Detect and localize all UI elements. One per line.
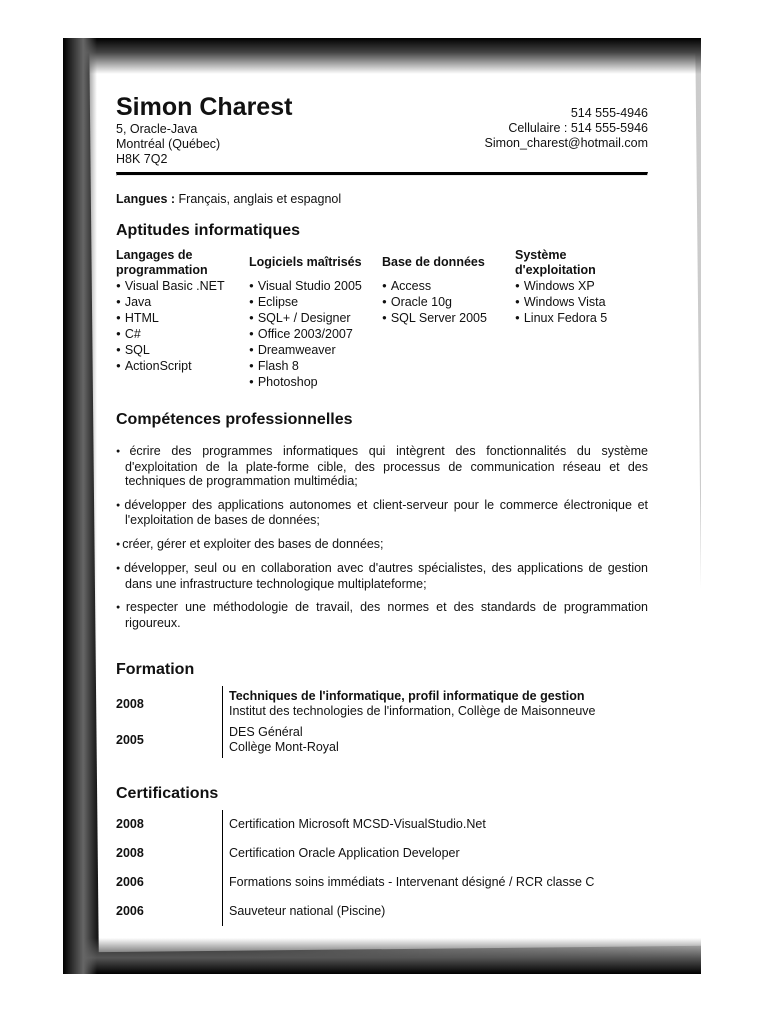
list-item: ● Visual Studio 2005 — [249, 278, 382, 294]
list-item: ● SQL+ / Designer — [249, 310, 382, 326]
degree: Techniques de l'informatique, profil informatique de gestion — [229, 689, 585, 703]
languages — [116, 192, 648, 207]
certification: Formations soins immédiats - Intervenant désigné / RCR classe C — [222, 868, 594, 897]
address-line: H8K 7Q2 — [116, 152, 168, 166]
resume — [116, 92, 648, 926]
year: 2006 — [116, 904, 144, 918]
year: 2008 — [116, 817, 144, 831]
list-item: ● Photoshop — [249, 374, 382, 390]
table-row — [116, 839, 648, 868]
competences-section — [116, 410, 648, 630]
languages-label: Langues : — [116, 192, 176, 206]
list-item: ● HTML — [116, 310, 249, 326]
degree: DES Général — [229, 725, 303, 739]
column-heading: Base de données — [382, 255, 485, 269]
skills-column — [382, 247, 515, 390]
competences-list — [116, 444, 648, 630]
institution: Institut des technologies de l'information, Collège de Maisonneuve — [229, 704, 596, 718]
shadow-top — [63, 38, 701, 74]
table-row — [116, 686, 648, 722]
certifications-table — [116, 810, 648, 926]
aptitudes-section — [116, 221, 648, 390]
cell-phone: Cellulaire : 514 555-5946 — [508, 121, 648, 135]
certifications-section — [116, 784, 648, 926]
email: Simon_charest@hotmail.com — [484, 136, 648, 150]
table-row — [116, 897, 648, 926]
list-item: ● C# — [116, 326, 249, 342]
column-heading: Logiciels maîtrisés — [249, 255, 362, 269]
list-item: ● SQL Server 2005 — [382, 310, 515, 326]
formation-section — [116, 660, 648, 758]
section-title: Compétences professionnelles — [116, 411, 353, 428]
list-item: ● Windows XP — [515, 278, 648, 294]
formation-detail — [222, 722, 339, 758]
section-title: Formation — [116, 661, 195, 678]
contact-block — [485, 106, 648, 151]
list-item: ● écrire des programmes informatiques qui intègrent des fonctionnalités du système d'exploitation de la plate-forme cible, des processus de communication réseau et des techniques de programmation multimédia; — [116, 444, 648, 489]
shadow-left — [63, 38, 97, 974]
list-item: ● Access — [382, 278, 515, 294]
institution: Collège Mont-Royal — [229, 740, 339, 754]
table-row — [116, 868, 648, 897]
languages-value: Français, anglais et espagnol — [178, 192, 342, 206]
list-item: ● Linux Fedora 5 — [515, 310, 648, 326]
certification: Sauveteur national (Piscine) — [222, 897, 385, 926]
year: 2008 — [116, 846, 144, 860]
list-item: ● Dreamweaver — [249, 342, 382, 358]
address-line: 5, Oracle-Java — [116, 122, 198, 136]
column-heading: Système d'exploitation — [515, 247, 596, 277]
section-title: Aptitudes informatiques — [116, 222, 301, 239]
list-item: ● Visual Basic .NET — [116, 278, 249, 294]
list-item: ● respecter une méthodologie de travail, des normes et des standards de programmation rigoureux. — [116, 600, 648, 630]
address-line: Montréal (Québec) — [116, 137, 221, 151]
table-row — [116, 722, 648, 758]
list-item: ● Java — [116, 294, 249, 310]
skills-column — [515, 247, 648, 390]
year: 2008 — [116, 696, 144, 711]
list-item: ● Windows Vista — [515, 294, 648, 310]
list-item: ● développer, seul ou en collaboration avec d'autres spécialistes, des applications de gestion dans une infrastructure technologique multiplateforme; — [116, 561, 648, 591]
resume-header — [116, 92, 648, 172]
section-title: Certifications — [116, 785, 219, 802]
candidate-name: Simon Charest — [116, 93, 293, 121]
certification: Certification Microsoft MCSD-VisualStudio.Net — [222, 810, 486, 839]
skills-column — [249, 247, 382, 390]
year: 2005 — [116, 732, 144, 747]
list-item: ● SQL — [116, 342, 249, 358]
skills-grid — [116, 247, 648, 390]
list-item: ● ActionScript — [116, 358, 249, 374]
skills-column — [116, 247, 249, 390]
header-divider — [116, 172, 648, 176]
address-block — [116, 122, 220, 167]
shadow-bottom — [63, 938, 701, 974]
year: 2006 — [116, 875, 144, 889]
list-item: ● développer des applications autonomes et client-serveur pour le commerce électronique et l'exploitation de bases de données; — [116, 498, 648, 528]
formation-detail — [222, 686, 596, 722]
column-heading: Langages de programmation — [116, 247, 208, 277]
phone: 514 555-4946 — [570, 106, 648, 120]
list-item: ● Eclipse — [249, 294, 382, 310]
list-item: ● Oracle 10g — [382, 294, 515, 310]
list-item: ● Flash 8 — [249, 358, 382, 374]
formation-table — [116, 686, 648, 758]
table-row — [116, 810, 648, 839]
list-item: ● créer, gérer et exploiter des bases de données; — [116, 537, 648, 553]
list-item: ● Office 2003/2007 — [249, 326, 382, 342]
certification: Certification Oracle Application Developer — [222, 839, 460, 868]
